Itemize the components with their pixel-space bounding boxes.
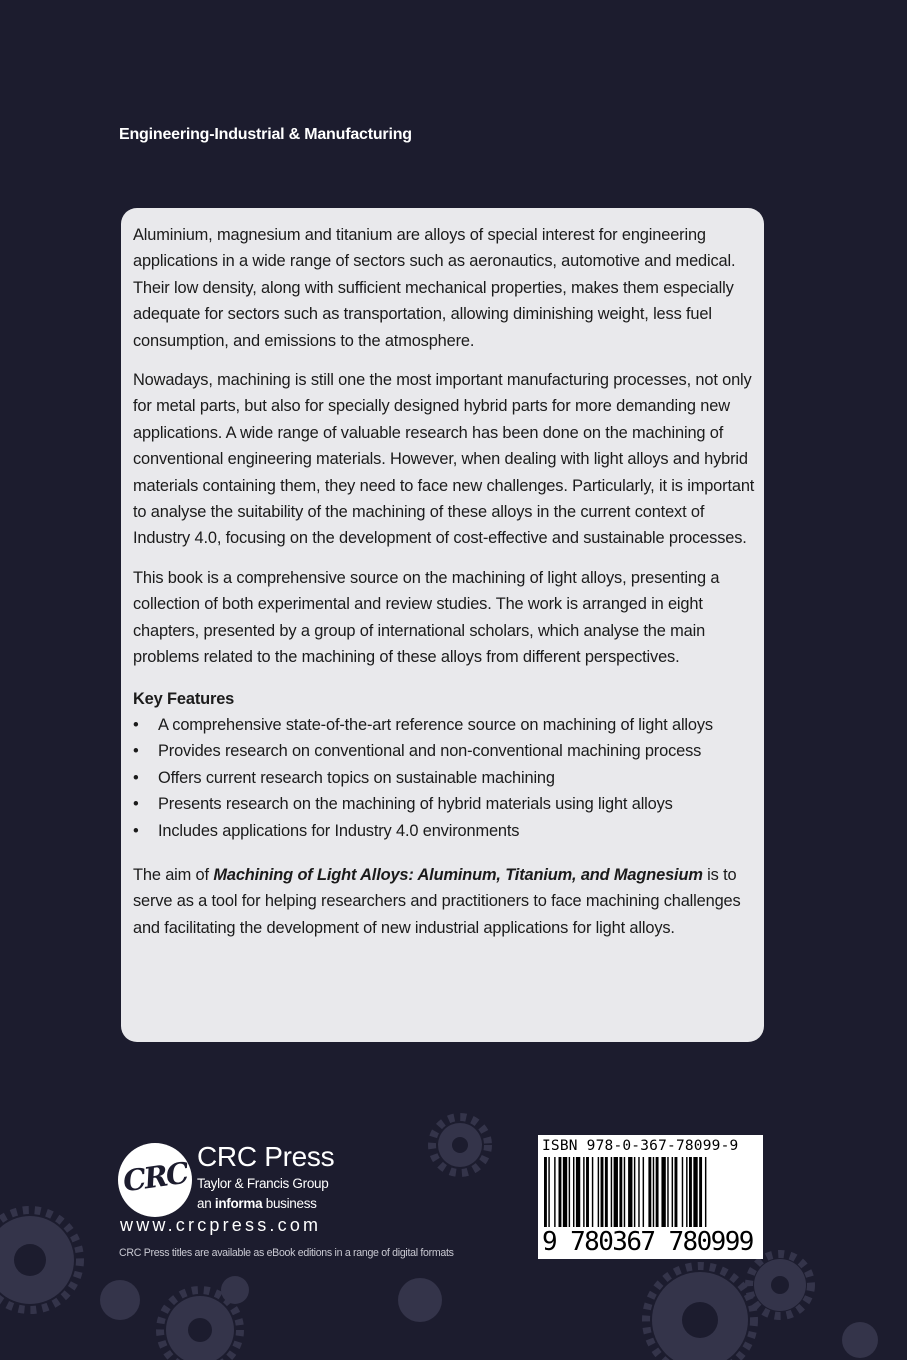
key-feature-item: • Offers current research topics on sustainable machining: [133, 765, 761, 791]
description-paragraph: Aluminium, magnesium and titanium are alloys of special interest for engineering applications in a wide range of sectors such as aeronautics, automotive and medical. Their low density, along with sufficient mechanical properties, makes them especially adequate for sectors such as transportation, allowing diminishing weight, less fuel consumption, and emissions to the atmosphere.: [133, 226, 736, 350]
gear-icon: [842, 1322, 878, 1358]
isbn-barcode: [538, 1135, 763, 1259]
isbn-label: ISBN 978-0-367-78099-9: [542, 1138, 739, 1154]
key-feature-item: • Includes applications for Industry 4.0 environments: [133, 818, 761, 844]
crc-logo-text: CRC: [120, 1155, 190, 1199]
bullet-icon: •: [133, 742, 139, 761]
publisher-name: CRC Press: [197, 1141, 335, 1172]
aim-paragraph: The aim of Machining of Light Alloys: Aluminum, Titanium, and Magnesium is to serve as a tool for helping researchers and practitioners to face machining challenges and facilitating the development of new industrial applications for light alloys.: [133, 865, 741, 937]
publisher-group: Taylor & Francis Group: [197, 1176, 329, 1191]
key-features-heading: Key Features: [133, 689, 235, 708]
bullet-icon: •: [133, 795, 139, 814]
key-features-list: [133, 712, 761, 844]
gear-icon: [221, 1276, 249, 1304]
ebook-note: CRC Press titles are available as eBook editions in a range of digital formats: [119, 1247, 454, 1259]
bullet-icon: •: [133, 821, 139, 840]
gear-icon: [398, 1278, 442, 1322]
bullet-icon: •: [133, 768, 139, 787]
bullet-icon: •: [133, 715, 139, 734]
description-panel: [121, 208, 764, 1042]
key-feature-item: • Provides research on conventional and non-conventional machining process: [133, 738, 761, 764]
informa-line: an informa business: [197, 1196, 317, 1211]
subject-category: Engineering-Industrial & Manufacturing: [119, 126, 412, 143]
key-feature-item: • Presents research on the machining of hybrid materials using light alloys: [133, 791, 761, 817]
description-paragraph: This book is a comprehensive source on the machining of light alloys, presenting a collection of both experimental and review studies. The work is arranged in eight chapters, presented by a group of international scholars, which analyse the main problems related to the machining of these alloys from different perspectives.: [133, 568, 720, 667]
publisher-url[interactable]: www.crcpress.com: [120, 1215, 322, 1235]
description-paragraph: Nowadays, machining is still one the most important manufacturing processes, not only for metal parts, but also for specially designed hybrid parts for more demanding new applications. A wide range of valuable research has been done on the machining of conventional engineering materials. However, when dealing with light alloys and hybrid materials containing them, they need to face new challenges. Particularly, it is important to analyse the suitability of the machining of these alloys in the current context of Industry 4.0, focusing on the development of cost-effective and sustainable processes.: [133, 371, 755, 548]
key-feature-item: • A comprehensive state-of-the-art reference source on machining of light alloys: [133, 712, 761, 738]
gear-icon: [100, 1280, 140, 1320]
book-title: Machining of Light Alloys: Aluminum, Titanium, and Magnesium: [213, 865, 703, 884]
barcode-digits: 9 780367 780999: [542, 1227, 753, 1257]
description-text: [133, 222, 761, 954]
